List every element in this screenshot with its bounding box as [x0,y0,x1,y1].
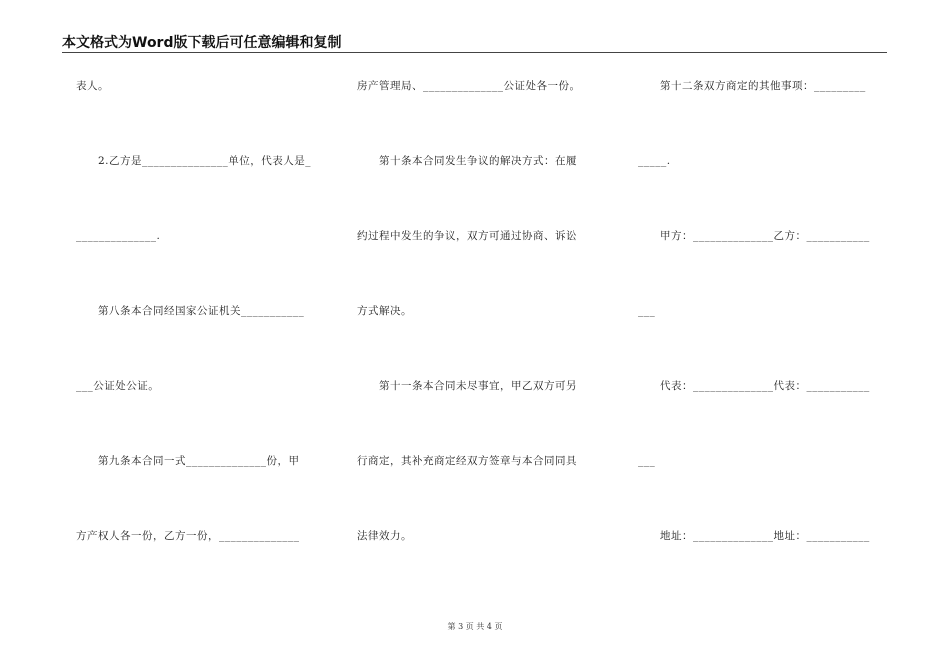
text-line: _____. [638,155,671,167]
text-line: 代表：______________代表：___________ [638,380,870,392]
document-header [62,34,887,53]
text-line: ___ [638,455,656,467]
text-line: 房产管理局、______________公证处各一份。 [357,80,581,92]
text-line: ___ [638,305,656,317]
page-number: 第 3 页 共 4 页 [447,622,503,631]
text-line: ______________. [76,230,161,242]
text-line: ___公证处公证。 [76,380,160,392]
text-line: 表人。 [76,80,109,92]
text-line: 第十二条双方商定的其他事项：_________ [638,80,866,92]
text-line: 2.乙方是_______________单位，代表人是_ [76,155,312,167]
text-line: 第十条本合同发生争议的解决方式：在履 [357,155,577,167]
text-line: 法律效力。 [357,530,412,542]
text-line: 第十一条本合同未尽事宜，甲乙双方可另 [357,380,577,392]
text-line: 方式解决。 [357,305,412,317]
text-line: 约过程中发生的争议，双方可通过协商、诉讼 [357,230,577,242]
header-title: 本文格式为Word版下载后可任意编辑和复制 [62,35,342,51]
text-line: 第八条本合同经国家公证机关___________ [76,305,305,317]
text-line: 第九条本合同一式______________份，甲 [76,455,300,467]
text-line: 甲方：______________乙方：___________ [638,230,870,242]
text-line: 方产权人各一份，乙方一份，______________ [76,530,300,542]
text-line: 地址：______________地址：___________ [638,530,870,542]
text-line: 行商定，其补充商定经双方签章与本合同同具 [357,455,577,467]
